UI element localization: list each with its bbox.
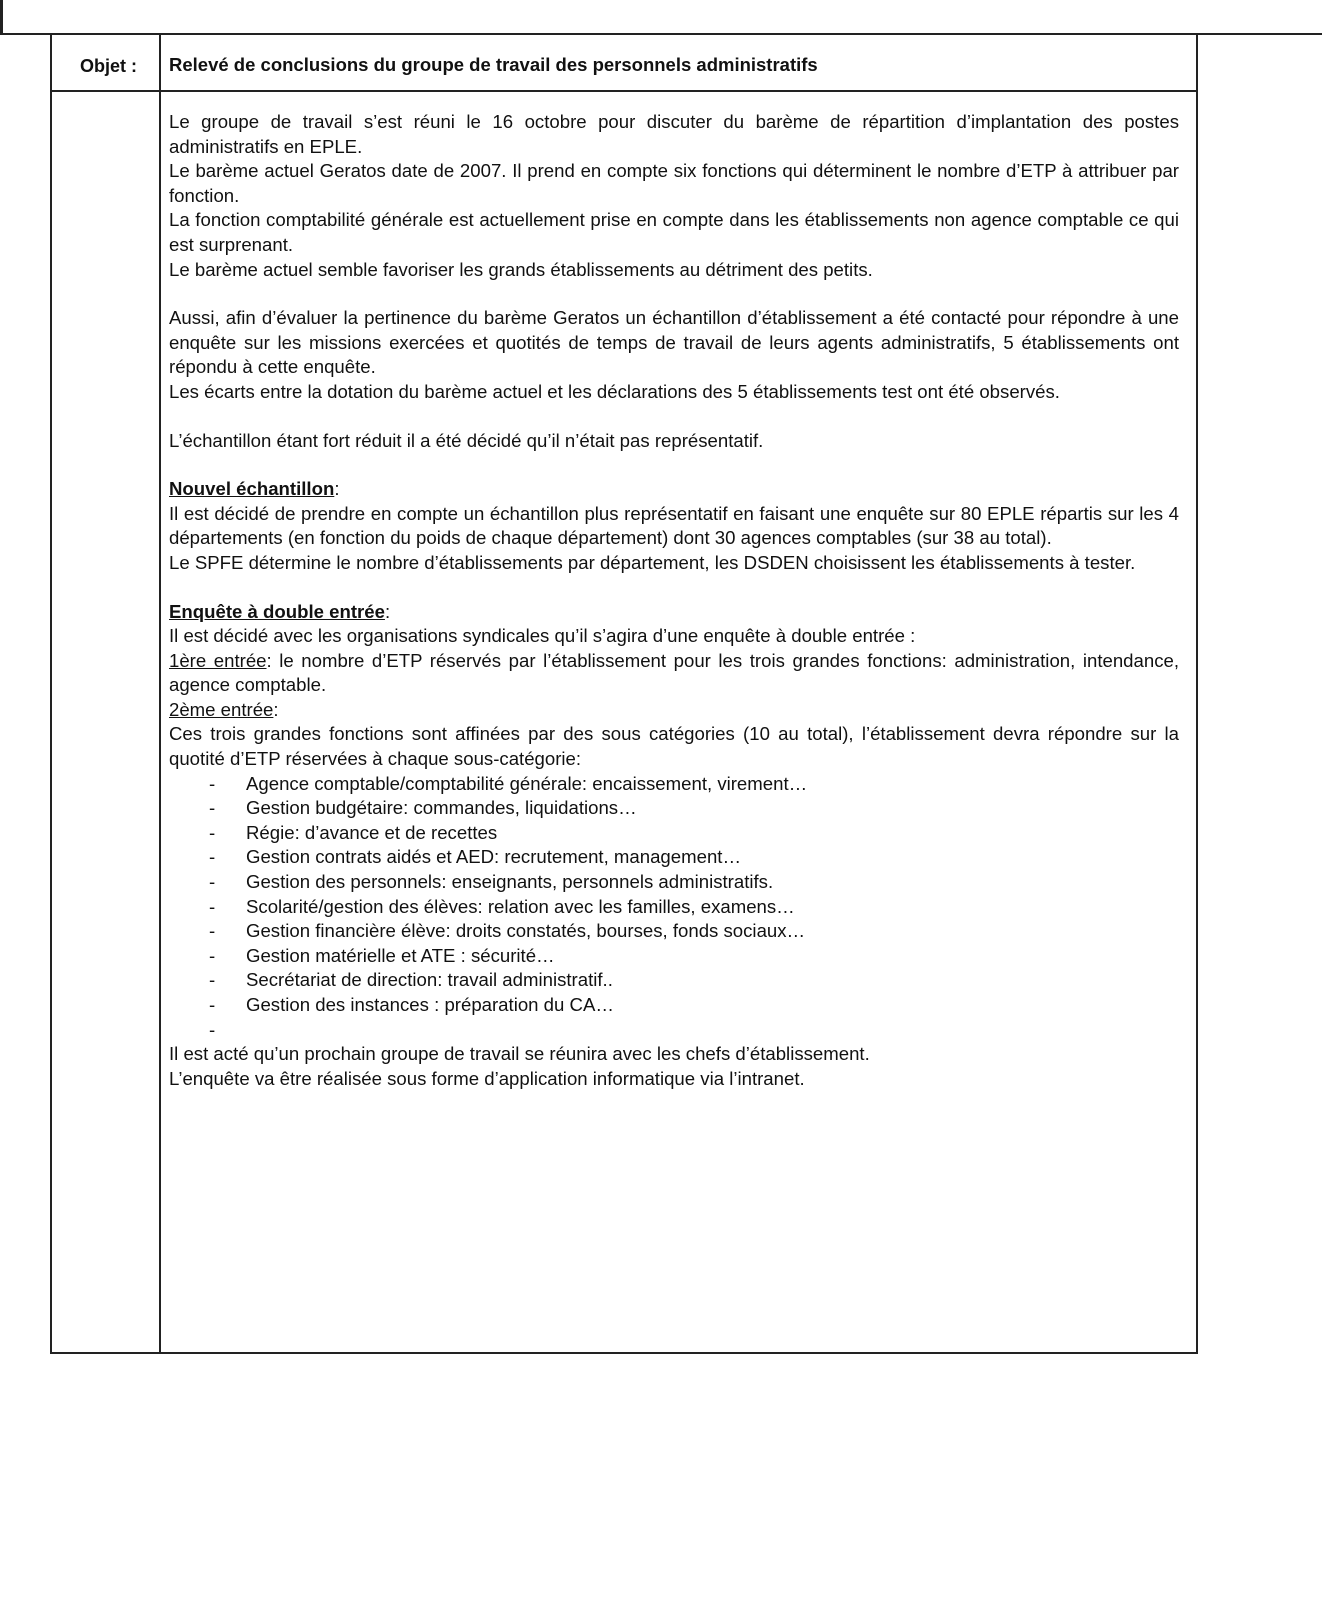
new-sample-heading: Nouvel échantillon	[169, 478, 335, 500]
survey-paragraph-1: Aussi, afin d’évaluer la pertinence du barème Geratos un échantillon d’établissement a été contacté pour répondre à une enquête sur les missions exercées et quotités de temps de travail de leurs agents administratifs, 5 établissements ont répondu à cette enquête.	[169, 307, 1179, 378]
second-entry-paragraph: Ces trois grandes fonctions sont affinées par des sous catégories (10 au total), l’établissement devra répondre sur la quotité d’ETP réservées à chaque sous-catégorie:	[169, 723, 1179, 770]
first-entry-text: le nombre d’ETP réservés par l’établissement pour les trois grandes fonctions: administration, intendance, agence comptable.	[169, 649, 1180, 696]
intro-paragraph-4: Le barème actuel semble favoriser les grands établissements au détriment des petits.	[169, 258, 873, 280]
page-border-corner	[0, 0, 3, 35]
intro-paragraph-3: La fonction comptabilité générale est actuellement prise en compte dans les établissements non agence comptable ce qui est surprenant.	[169, 209, 1179, 255]
intro-paragraph-1: Le groupe de travail s’est réuni le 16 octobre pour discuter du barème de répartition d’implantation des postes administratifs en EPLE.	[169, 111, 1179, 157]
spacer	[169, 576, 1179, 600]
list-item: - Scolarité/gestion des élèves: relation avec les familles, examens…	[209, 895, 1179, 920]
closing-paragraph-2: L’enquête va être réalisée sous forme d’application informatique via l’intranet.	[169, 1067, 805, 1089]
survey-paragraph-3: L’échantillon étant fort réduit il a été décidé qu’il n’était pas représentatif.	[169, 429, 764, 451]
subject-header-row	[52, 34, 1196, 92]
survey-paragraph-2: Les écarts entre la dotation du barème actuel et les déclarations des 5 établissements test ont été observés.	[169, 380, 1060, 402]
double-entry-heading-line: Enquête à double entrée:	[169, 600, 391, 622]
subject-title: Relevé de conclusions du groupe de travail des personnels administratifs	[169, 54, 818, 75]
list-item: - Gestion contrats aidés et AED: recrutement, management…	[209, 845, 1179, 870]
new-sample-paragraph-1: Il est décidé de prendre en compte un échantillon plus représentatif en faisant une enquête sur 80 EPLE répartis sur les 4 départements (en fonction du poids de chaque département) dont 30 agences comptables (sur 38 au total).	[169, 502, 1179, 549]
document-body	[169, 110, 1179, 1091]
new-sample-heading-line: Nouvel échantillon:	[169, 478, 340, 500]
second-entry-label: 2ème entrée	[169, 698, 274, 720]
empty-bullet: -	[209, 1018, 216, 1040]
document-frame	[50, 34, 1198, 1354]
subject-label: Objet :	[80, 56, 137, 76]
new-sample-paragraph-2: Le SPFE détermine le nombre d’établissements par département, les DSDEN choisissent les établissements à tester.	[169, 551, 1136, 573]
list-item: - Régie: d’avance et de recettes	[209, 821, 1179, 846]
list-item: - Agence comptable/comptabilité générale: encaissement, virement…	[209, 772, 1179, 797]
spacer	[169, 453, 1179, 477]
list-item: - Gestion matérielle et ATE : sécurité…	[209, 944, 1179, 969]
intro-paragraph-2: Le barème actuel Geratos date de 2007. Il prend en compte six fonctions qui déterminent le nombre d’ETP à attribuer par fonction.	[169, 160, 1179, 206]
first-entry-label: 1ère entrée	[169, 649, 267, 671]
second-entry-label-line: 2ème entrée:	[169, 698, 279, 720]
subcategory-list	[169, 772, 1179, 1018]
spacer	[169, 282, 1179, 306]
closing-paragraph-1: Il est acté qu’un prochain groupe de travail se réunira avec les chefs d’établissement.	[169, 1043, 870, 1065]
spacer	[169, 405, 1179, 429]
double-entry-heading: Enquête à double entrée	[169, 600, 385, 622]
column-divider	[159, 34, 161, 1352]
list-item: - Secrétariat de direction: travail administratif..	[209, 968, 1179, 993]
list-item: - Gestion budgétaire: commandes, liquidations…	[209, 796, 1179, 821]
list-item: - Gestion des personnels: enseignants, personnels administratifs.	[209, 870, 1179, 895]
list-item: - Gestion des instances : préparation du CA…	[209, 993, 1179, 1018]
first-entry-paragraph: 1ère entrée: le nombre d’ETP réservés par l’établissement pour les trois grandes fonctions: administration, intendance, agence comptable.	[169, 649, 1180, 696]
double-entry-paragraph-1: Il est décidé avec les organisations syndicales qu’il s’agira d’une enquête à double entrée :	[169, 625, 916, 647]
list-item: - Gestion financière élève: droits constatés, bourses, fonds sociaux…	[209, 919, 1179, 944]
